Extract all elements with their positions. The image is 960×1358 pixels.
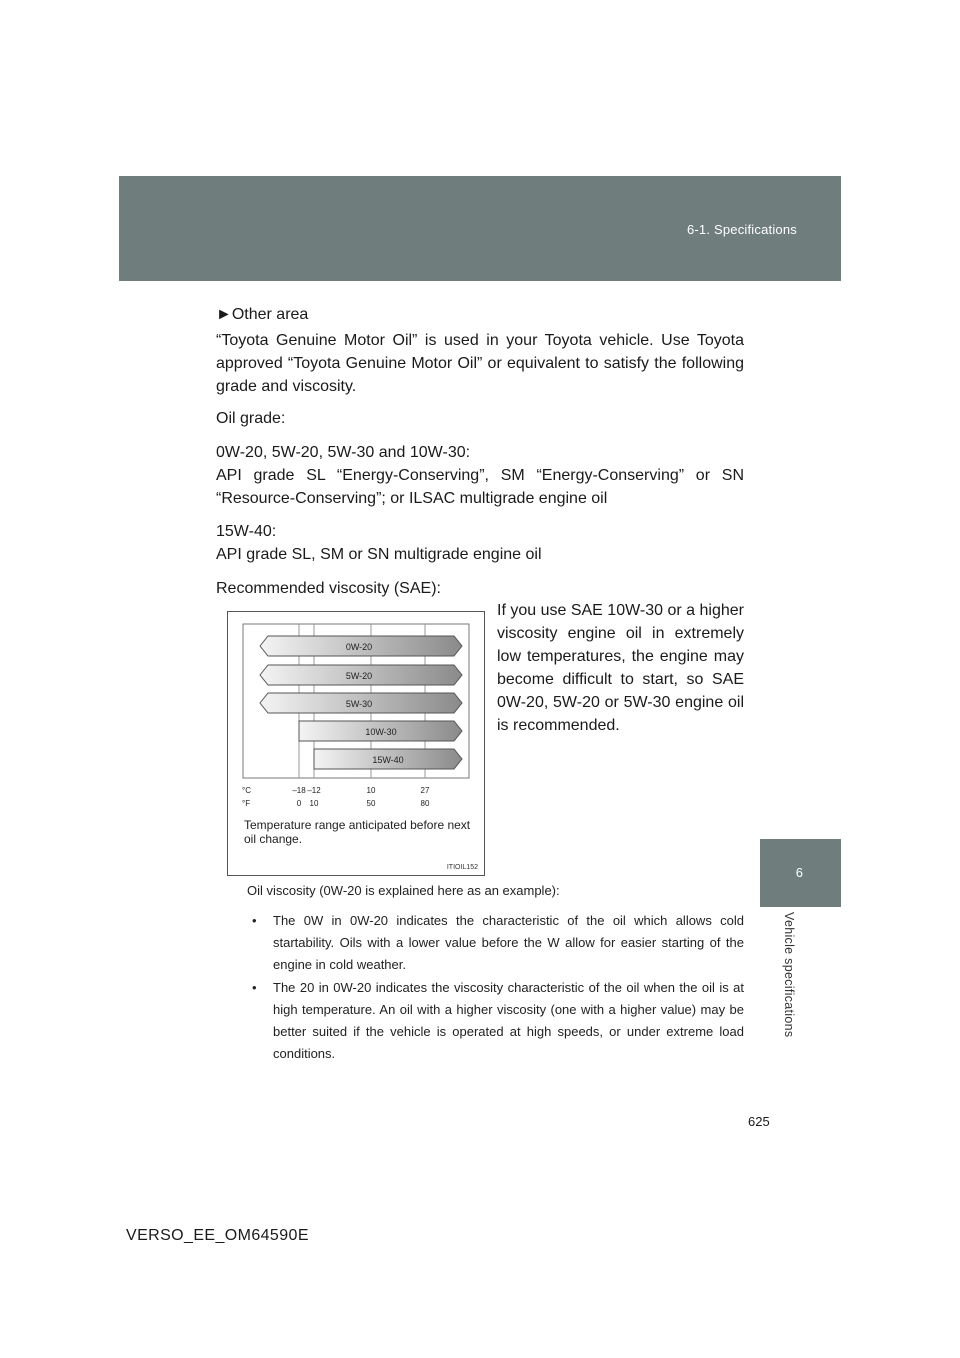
viscosity-label: Recommended viscosity (SAE): xyxy=(216,580,441,597)
fahrenheit-tick: 10 xyxy=(309,799,319,808)
note-bullet-text: The 20 in 0W-20 indicates the viscosity characteristic of the oil when the oil is at high temperature. An oil with a higher viscosity (one with a higher value) may be better suited if the vehicle is operated at high speeds, or under extreme load conditions. xyxy=(273,980,744,1061)
bar-label-15w40: 15W-40 xyxy=(372,755,404,765)
grade2-types: 15W-40: xyxy=(216,523,277,540)
grade1-spec: API grade SL “Energy-Conserving”, SM “Energy-Conserving” or SN “Resource-Conserving”; or ILSAC multigrade engine oil xyxy=(216,467,744,507)
celsius-unit: °C xyxy=(242,786,251,795)
bar-label-5w20: 5W-20 xyxy=(345,671,373,681)
fahrenheit-unit: °F xyxy=(242,799,251,808)
grade1-types: 0W-20, 5W-20, 5W-30 and 10W-30: xyxy=(216,444,471,461)
subsection-heading xyxy=(216,303,744,327)
bar-label-0w20: 0W-20 xyxy=(345,642,373,652)
bar-label-5w30: 5W-30 xyxy=(345,699,373,709)
celsius-tick: –12 xyxy=(307,786,321,795)
grade2-spec: API grade SL, SM or SN multigrade engine oil xyxy=(216,546,542,563)
heading-marker: ► xyxy=(216,306,232,323)
celsius-tick: 10 xyxy=(366,786,376,795)
note-bullet xyxy=(252,910,744,976)
document-code: VERSO_EE_OM64590E xyxy=(126,1227,309,1244)
figure-id: ITIOIL152 xyxy=(446,864,478,871)
side-note: If you use SAE 10W-30 or a higher viscosity engine oil in extremely low temperatures, the engine may become difficult to start, so SAE 0W-20, 5W-20 or 5W-30 engine oil is recommended. xyxy=(497,602,744,734)
chapter-tab[interactable] xyxy=(760,839,841,907)
intro-paragraph: “Toyota Genuine Motor Oil” is used in your Toyota vehicle. Use Toyota approved “Toyota Genuine Motor Oil” or equivalent to satisfy the following grade and viscosity. xyxy=(216,332,744,395)
section-title: 6-1. Specifications xyxy=(686,222,797,237)
chapter-title: Vehicle specifications xyxy=(782,912,796,1038)
figure-caption: Temperature range anticipated before next oil change. xyxy=(244,818,471,846)
celsius-tick: –18 xyxy=(292,786,306,795)
celsius-tick: 27 xyxy=(420,786,430,795)
viscosity-chart xyxy=(227,611,485,876)
bullet-dot: • xyxy=(252,913,257,928)
note-bullet xyxy=(252,977,744,1065)
oil-grade-label: Oil grade: xyxy=(216,410,286,427)
notes-title: Oil viscosity (0W-20 is explained here as an example): xyxy=(247,883,560,898)
fahrenheit-tick: 50 xyxy=(366,799,376,808)
fahrenheit-tick: 80 xyxy=(420,799,430,808)
chapter-number: 6 xyxy=(795,865,803,880)
fahrenheit-tick: 0 xyxy=(296,799,302,808)
bullet-dot: • xyxy=(252,980,257,995)
heading-text: Other area xyxy=(231,306,309,323)
note-bullet-text: The 0W in 0W-20 indicates the characteristic of the oil which allows cold startability. Oils with a lower value before the W allow for easier starting of the engine in cold weather. xyxy=(273,913,744,972)
header-band xyxy=(119,176,841,281)
bar-label-10w30: 10W-30 xyxy=(365,727,397,737)
page-number: 625 xyxy=(748,1114,770,1129)
chapter-side-label xyxy=(776,912,816,1062)
